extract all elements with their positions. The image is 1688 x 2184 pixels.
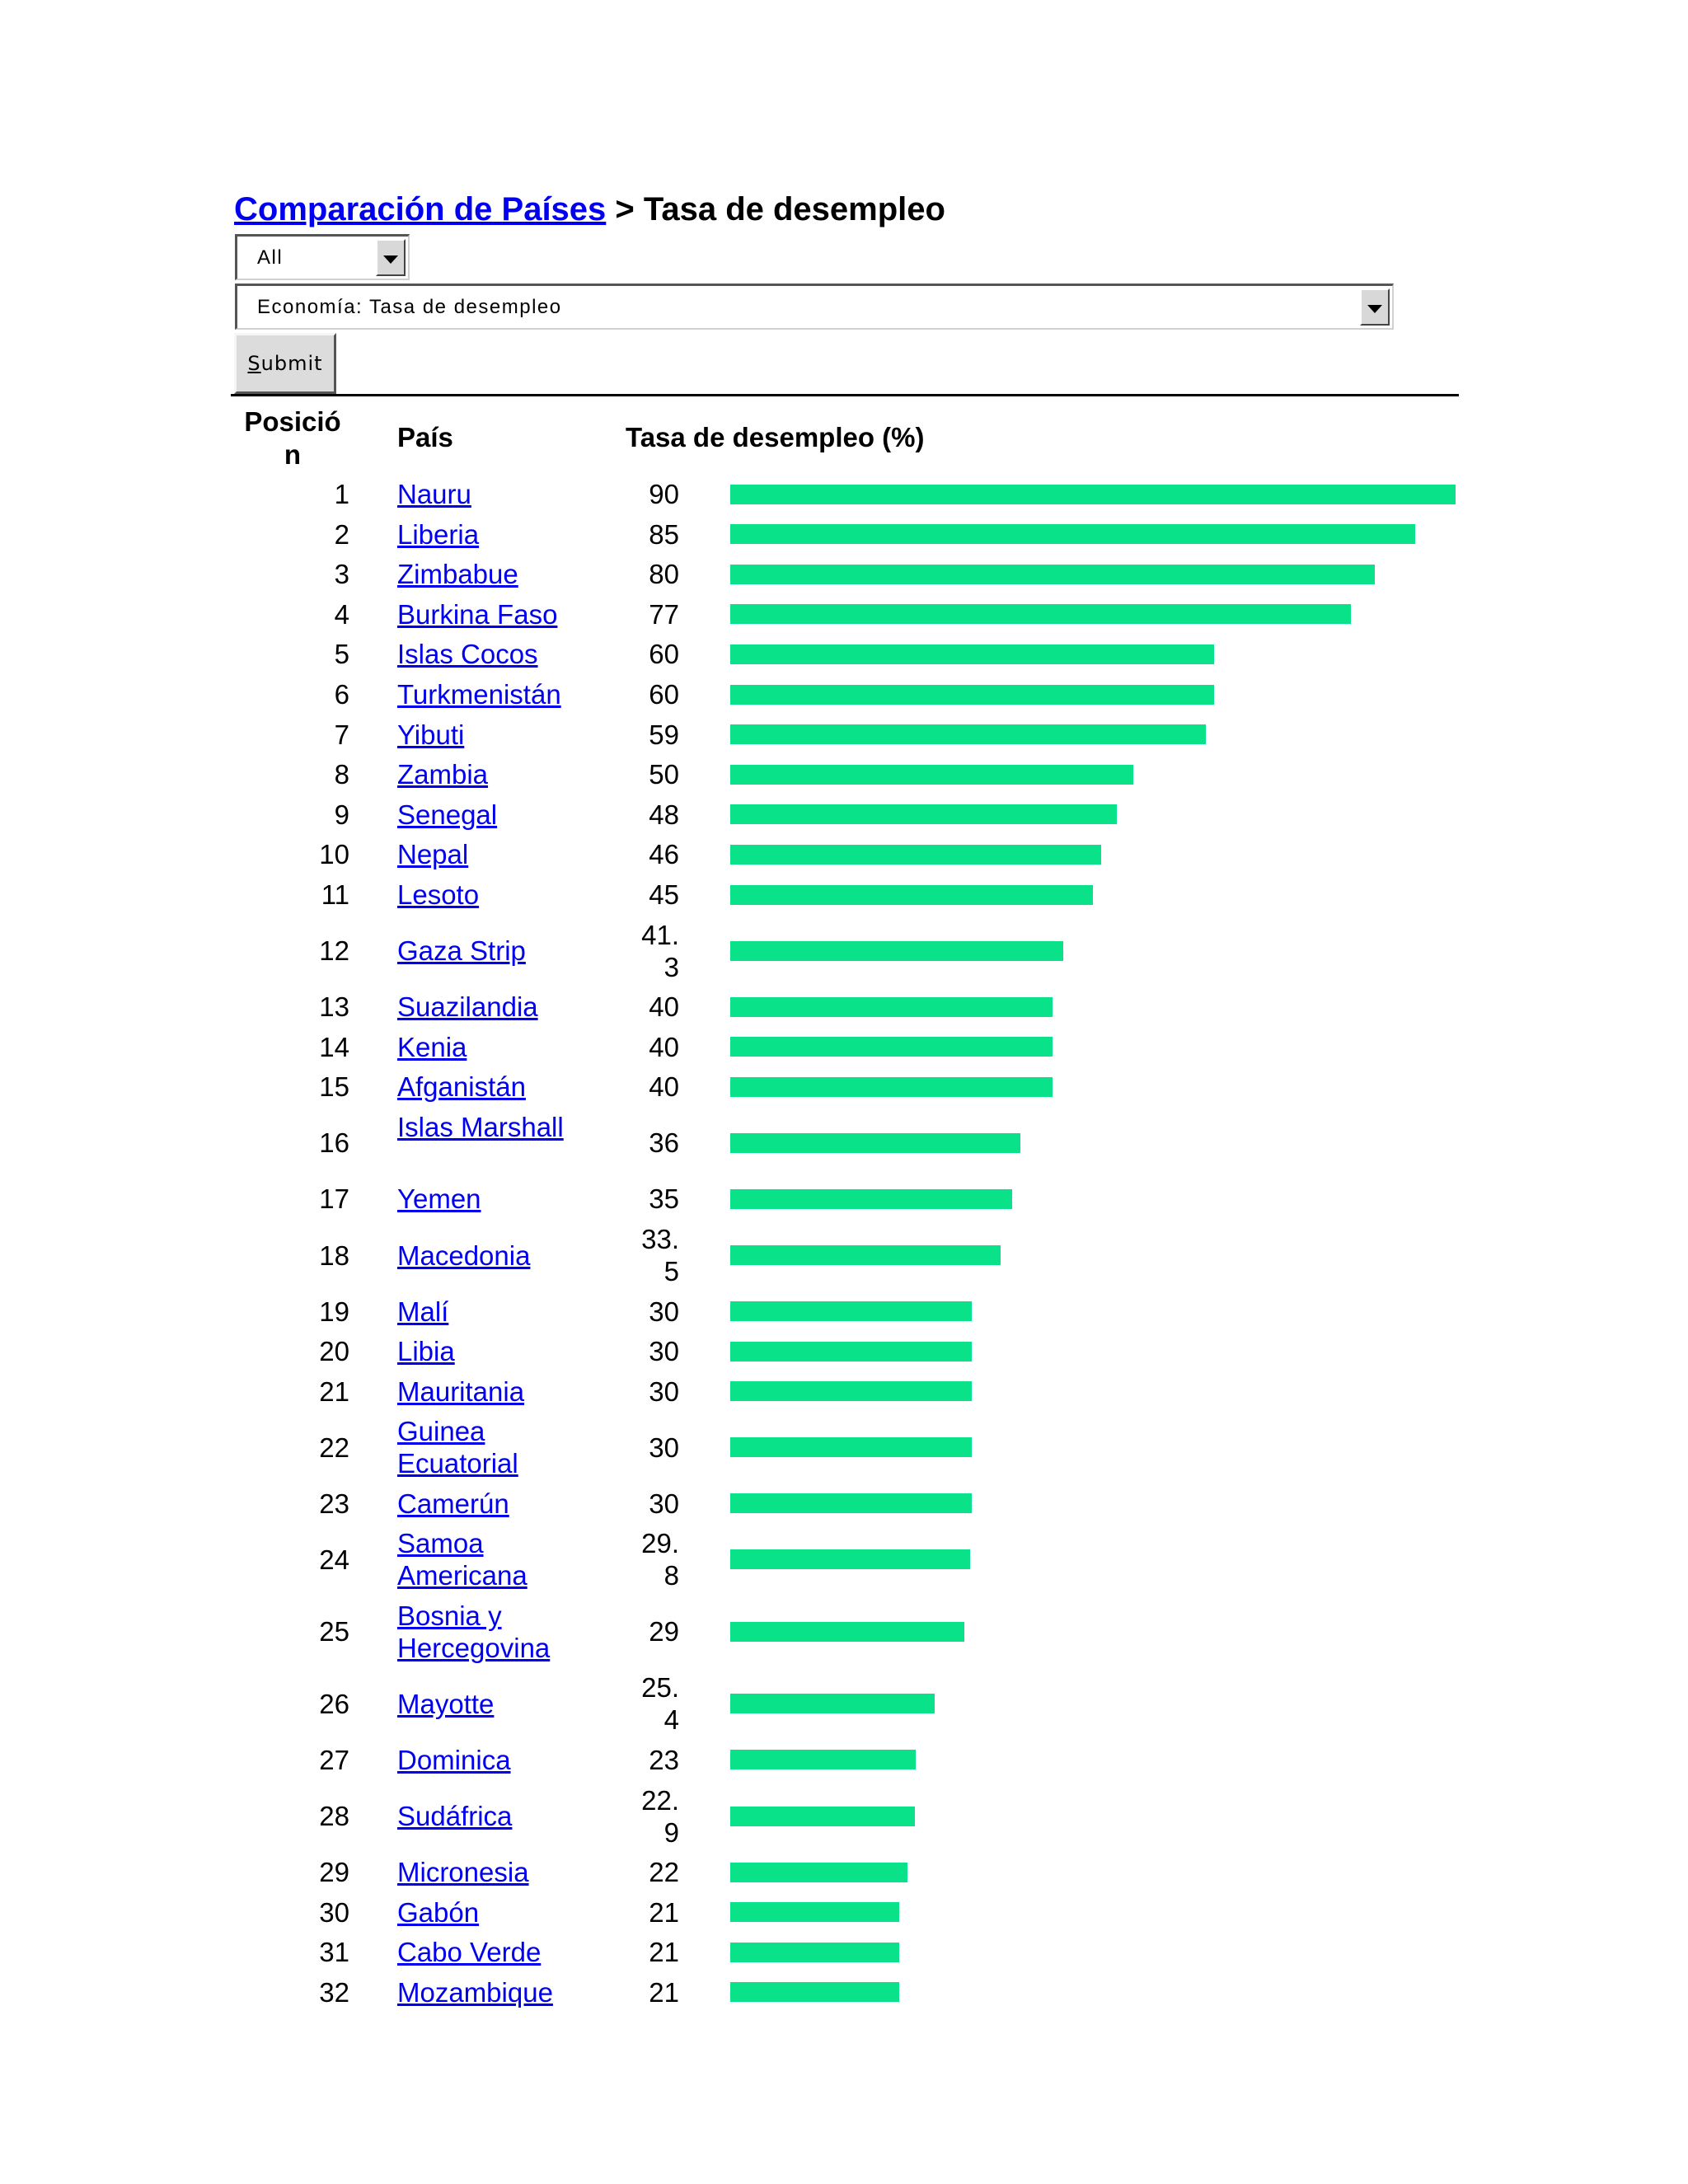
- rate-cell: 40: [649, 1071, 679, 1103]
- country-link[interactable]: Mozambique: [397, 1976, 553, 2008]
- rank-cell: 29: [319, 1857, 349, 1887]
- country-link[interactable]: Micronesia: [397, 1857, 529, 1887]
- submit-label: ubmit: [260, 352, 323, 375]
- rank-cell: 7: [334, 719, 349, 750]
- rank-cell: 18: [319, 1240, 349, 1271]
- rank-cell: 25: [319, 1616, 349, 1647]
- rate-cell: 60: [649, 639, 679, 670]
- breadcrumb-separator: >: [606, 191, 644, 227]
- rate-cell: 60: [649, 679, 679, 710]
- rate-bar: [730, 1245, 1001, 1265]
- rank-cell: 24: [319, 1544, 349, 1575]
- country-link[interactable]: Islas Marshall: [397, 1111, 564, 1142]
- rate-bar: [730, 1863, 907, 1882]
- rank-cell: 16: [319, 1127, 349, 1159]
- country-link[interactable]: Zambia: [397, 759, 489, 790]
- field-select[interactable]: [235, 284, 1394, 330]
- rank-cell: 21: [319, 1376, 349, 1407]
- rank-cell: 9: [334, 799, 349, 830]
- rate-bar: [730, 485, 1456, 504]
- country-link[interactable]: Camerún: [397, 1488, 509, 1519]
- rate-cell: 80: [649, 559, 679, 590]
- country-link[interactable]: Islas Cocos: [397, 639, 538, 670]
- rate-bar: [730, 1902, 899, 1922]
- rate-bar: [730, 1549, 970, 1569]
- breadcrumb: [234, 191, 945, 228]
- country-link[interactable]: Gabón: [397, 1896, 480, 1928]
- country-link[interactable]: Lesoto: [397, 879, 480, 910]
- rate-cell: 22: [649, 1857, 679, 1887]
- rate-cell: 50: [649, 759, 679, 790]
- rate-bar: [730, 997, 1053, 1017]
- rate-cell: 48: [649, 799, 679, 830]
- rate-bar: [730, 1437, 972, 1457]
- column-header-rate: Tasa de desempleo (%): [626, 422, 925, 452]
- country-link[interactable]: Dominica: [397, 1744, 511, 1775]
- rank-cell: 5: [334, 639, 349, 670]
- rate-value-line2: 8: [663, 1560, 679, 1591]
- rate-bar: [730, 1342, 972, 1361]
- rate-bar: [730, 765, 1133, 785]
- rank-cell: 22: [319, 1432, 349, 1463]
- page-title: Tasa de desempleo: [643, 191, 945, 227]
- rank-cell: 8: [334, 759, 349, 790]
- rate-value-line2: 3: [663, 951, 679, 982]
- column-header-rank-line2: n: [284, 439, 302, 470]
- submit-button[interactable]: [234, 333, 336, 394]
- rate-cell: 40: [649, 991, 679, 1023]
- column-header-rank-line1: Posició: [244, 406, 341, 437]
- rank-cell: 11: [321, 879, 349, 910]
- divider: [231, 394, 1459, 396]
- country-link[interactable]: Samoa Americana: [397, 1528, 528, 1591]
- rate-cell: 21: [649, 1896, 679, 1928]
- rate-cell: 35: [649, 1183, 679, 1215]
- rate-bar: [730, 1037, 1053, 1057]
- rank-cell: 3: [334, 559, 349, 590]
- rate-value-line2: 4: [663, 1704, 679, 1736]
- rank-cell: 12: [319, 935, 349, 967]
- rate-bar: [730, 1622, 964, 1642]
- country-link[interactable]: Burkina Faso: [397, 598, 558, 630]
- rate-cell: [641, 1527, 679, 1591]
- breadcrumb-link-country-comparison[interactable]: Comparación de Países: [234, 191, 607, 227]
- rank-cell: 4: [334, 598, 349, 630]
- rate-bar: [730, 604, 1351, 624]
- rate-cell: 30: [649, 1376, 679, 1407]
- field-select-value: Economía: Tasa de desempleo: [257, 295, 562, 318]
- rate-value-line2: 5: [663, 1256, 679, 1286]
- rate-bar: [730, 685, 1214, 705]
- chevron-down-icon[interactable]: [376, 239, 406, 276]
- column-header-rank: [231, 405, 354, 471]
- region-filter-select[interactable]: [235, 234, 410, 280]
- country-link[interactable]: Yibuti: [397, 719, 465, 750]
- country-link[interactable]: Zimbabue: [397, 559, 518, 590]
- rate-bar: [730, 724, 1206, 744]
- rate-cell: [641, 919, 679, 983]
- rate-bar: [730, 1189, 1012, 1209]
- rate-bar: [730, 565, 1375, 584]
- rate-bar: [730, 1493, 972, 1513]
- rate-cell: 45: [649, 879, 679, 910]
- rank-cell: 26: [319, 1688, 349, 1719]
- rate-cell: 30: [649, 1296, 679, 1327]
- rate-bar: [730, 644, 1214, 664]
- rate-value-line1: 33.: [641, 1224, 679, 1254]
- rate-value-line1: 41.: [641, 919, 679, 950]
- rate-bar: [730, 1694, 935, 1713]
- rate-cell: [641, 1223, 679, 1287]
- rank-cell: 13: [319, 991, 349, 1023]
- rate-cell: 90: [649, 479, 679, 509]
- country-link[interactable]: Cabo Verde: [397, 1937, 542, 1968]
- rate-bar: [730, 885, 1093, 905]
- rate-cell: 21: [649, 1937, 679, 1968]
- rank-cell: 19: [319, 1296, 349, 1327]
- rate-cell: 29: [649, 1616, 679, 1647]
- rate-bar: [730, 1133, 1020, 1153]
- country-link[interactable]: Yemen: [397, 1183, 481, 1215]
- rank-cell: 6: [334, 679, 349, 710]
- country-link[interactable]: Afganistán: [397, 1071, 526, 1103]
- rank-cell: 28: [319, 1801, 349, 1831]
- rank-cell: 31: [319, 1937, 349, 1968]
- rate-cell: 30: [649, 1488, 679, 1519]
- rate-bar: [730, 1077, 1053, 1097]
- rate-cell: 40: [649, 1031, 679, 1062]
- rank-cell: 27: [319, 1744, 349, 1775]
- country-link[interactable]: Nepal: [397, 839, 469, 870]
- country-link[interactable]: Turkmenistán: [397, 679, 561, 710]
- rank-cell: 30: [319, 1896, 349, 1928]
- rate-cell: 36: [649, 1127, 679, 1159]
- rank-cell: 23: [319, 1488, 349, 1519]
- submit-access-key: S: [247, 352, 261, 375]
- rate-bar: [730, 845, 1101, 865]
- rate-cell: 30: [649, 1432, 679, 1463]
- rate-cell: 21: [649, 1976, 679, 2008]
- rate-cell: [641, 1671, 679, 1736]
- country-link[interactable]: Sudáfrica: [397, 1801, 513, 1831]
- rate-bar: [730, 1301, 972, 1321]
- country-link[interactable]: Gaza Strip: [397, 935, 526, 967]
- rank-cell: 2: [334, 518, 349, 550]
- country-link[interactable]: Liberia: [397, 518, 480, 550]
- rate-bar: [730, 1750, 916, 1769]
- rate-bar: [730, 941, 1063, 961]
- rate-cell: 23: [649, 1744, 679, 1775]
- country-link[interactable]: Bosnia y Hercegovina: [397, 1600, 551, 1663]
- rate-value-line1: 29.: [641, 1528, 679, 1559]
- chevron-down-icon[interactable]: [1360, 288, 1390, 326]
- country-link[interactable]: Kenia: [397, 1031, 467, 1062]
- rate-cell: 77: [649, 598, 679, 630]
- rate-cell: [641, 1784, 679, 1849]
- country-link[interactable]: Libia: [397, 1336, 455, 1367]
- country-link[interactable]: Guinea Ecuatorial: [397, 1416, 518, 1479]
- rate-value-line1: 22.: [641, 1784, 679, 1816]
- rank-cell: 14: [319, 1031, 349, 1062]
- rate-bar: [730, 1943, 899, 1962]
- country-link[interactable]: Macedonia: [397, 1240, 531, 1271]
- rank-cell: 32: [319, 1976, 349, 2008]
- rate-bar: [730, 1807, 915, 1826]
- rate-bar: [730, 524, 1415, 544]
- country-link[interactable]: Mayotte: [397, 1688, 495, 1719]
- country-link[interactable]: Mauritania: [397, 1376, 525, 1407]
- rank-cell: 17: [319, 1183, 349, 1215]
- rate-cell: 30: [649, 1336, 679, 1367]
- rank-cell: 1: [334, 479, 349, 509]
- rate-cell: 85: [649, 518, 679, 550]
- rank-cell: 20: [319, 1336, 349, 1367]
- column-header-country: País: [397, 422, 453, 452]
- rate-value-line1: 25.: [641, 1672, 679, 1704]
- rank-cell: 15: [319, 1071, 349, 1103]
- rank-cell: 10: [319, 839, 349, 870]
- country-link[interactable]: Suazilandia: [397, 991, 538, 1023]
- rate-cell: 46: [649, 839, 679, 870]
- country-link[interactable]: Malí: [397, 1296, 449, 1327]
- country-link[interactable]: Nauru: [397, 479, 471, 509]
- rate-value-line2: 9: [663, 1816, 679, 1848]
- region-filter-value: All: [257, 246, 284, 269]
- rate-cell: 59: [649, 719, 679, 750]
- rate-bar: [730, 1381, 972, 1401]
- country-link[interactable]: Senegal: [397, 799, 498, 830]
- rate-bar: [730, 804, 1117, 824]
- rate-bar: [730, 1982, 899, 2002]
